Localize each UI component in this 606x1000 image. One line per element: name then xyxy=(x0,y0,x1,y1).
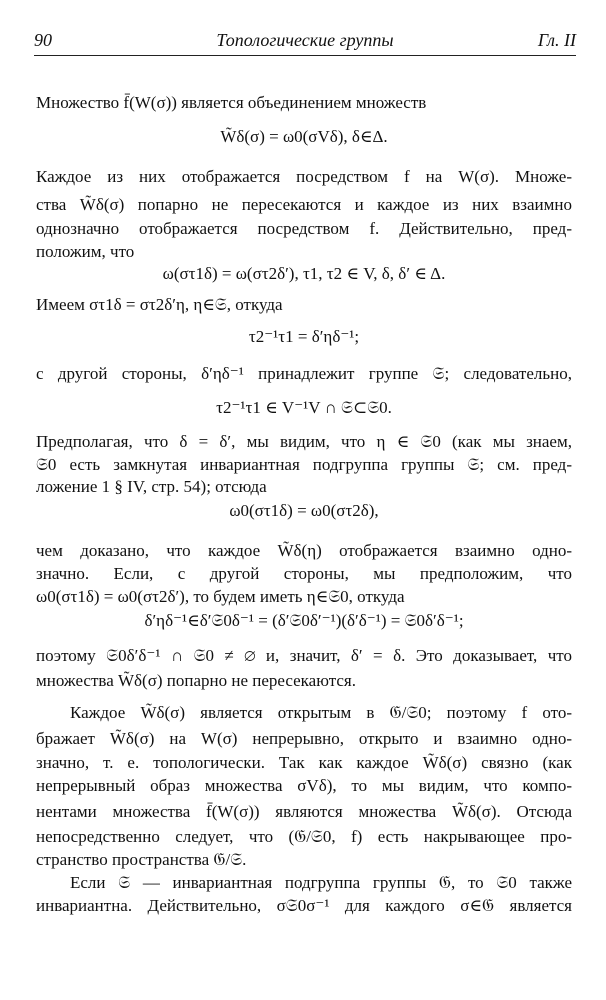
formula-line: τ2⁻¹τ1 = δ′ηδ⁻¹; xyxy=(248,327,360,346)
formula-line: δ′ηδ⁻¹∈δ′𝔖0δ⁻¹ = (δ′𝔖0δ′⁻¹)(δ′δ⁻¹) = 𝔖0δ′δ⁻¹; xyxy=(144,611,464,630)
text-line: ω0(στ1δ) = ω0(στ2δ′), то будем иметь η∈𝔖0, откуда xyxy=(36,587,405,606)
text-line: Имеем στ1δ = στ2δ′η, η∈𝔖, откуда xyxy=(36,295,283,314)
text-line: положим, что xyxy=(36,242,135,261)
text-line: ложение 1 § IV, стр. 54); отсюда xyxy=(36,477,267,496)
header-rule xyxy=(34,55,576,56)
page-number: 90 xyxy=(34,30,52,50)
text-line: бражает W̃δ(σ) на W(σ) непрерывно, открыто и взаимно одно- xyxy=(36,729,572,748)
text-line: значно, т. е. топологически. Так как каждое W̃δ(σ) связно (как xyxy=(36,753,572,772)
formula-line: W̃δ(σ) = ω0(σVδ), δ∈Δ. xyxy=(220,127,388,146)
chapter-label: Гл. II xyxy=(537,30,576,50)
text-line: Каждое из них отображается посредством f на W(σ). Множе- xyxy=(36,167,572,186)
text-line: Каждое W̃δ(σ) является открытым в 𝔊/𝔖0; поэтому f ото- xyxy=(70,703,572,722)
text-line: с другой стороны, δ′ηδ⁻¹ принадлежит группе 𝔖; следовательно, xyxy=(36,364,572,383)
text-line: поэтому 𝔖0δ′δ⁻¹ ∩ 𝔖0 ≠ ∅ и, значит, δ′ = δ. Это доказывает, что xyxy=(36,646,572,665)
text-line: 𝔖0 есть замкнутая инвариантная подгруппа группы 𝔖; см. пред- xyxy=(36,455,572,474)
text-line: множества W̃δ(σ) попарно не пересекаются. xyxy=(36,671,356,690)
text-line: однозначно отображается посредством f. Действительно, пред- xyxy=(36,219,572,238)
text-line: чем доказано, что каждое W̃δ(η) отображается взаимно одно- xyxy=(36,541,572,560)
text-line: непосредственно следует, что (𝔊/𝔖0, f) есть накрывающее про- xyxy=(36,827,572,846)
text-line: инвариантна. Действительно, σ𝔖0σ⁻¹ для каждого σ∈𝔊 является xyxy=(36,896,572,915)
formula-line: ω(στ1δ) = ω(στ2δ′), τ1, τ2 ∈ V, δ, δ′ ∈ Δ. xyxy=(162,264,446,283)
running-title: Топологические группы xyxy=(216,30,394,50)
text-line: нентами множества f̄(W(σ)) являются множества W̃δ(σ). Отсюда xyxy=(36,802,572,821)
text-line: странство пространства 𝔊/𝔖. xyxy=(36,850,247,869)
text-line: Предполагая, что δ = δ′, мы видим, что η ∈ 𝔖0 (как мы знаем, xyxy=(36,432,572,451)
text-line: ства W̃δ(σ) попарно не пересекаются и каждое из них взаимно xyxy=(36,195,572,214)
text-line: непрерывный образ множества σVδ), то мы видим, что компо- xyxy=(36,776,572,795)
text-line: значно. Если, с другой стороны, мы предположим, что xyxy=(36,564,572,583)
formula-line: τ2⁻¹τ1 ∈ V⁻¹V ∩ 𝔖⊂𝔖0. xyxy=(216,398,392,417)
text-line: Если 𝔖 — инвариантная подгруппа группы 𝔊, то 𝔖0 также xyxy=(70,873,572,892)
text-line: Множество f̄(W(σ)) является объединением множеств xyxy=(36,93,427,112)
formula-line: ω0(στ1δ) = ω0(στ2δ), xyxy=(229,501,379,520)
running-header xyxy=(34,30,576,54)
